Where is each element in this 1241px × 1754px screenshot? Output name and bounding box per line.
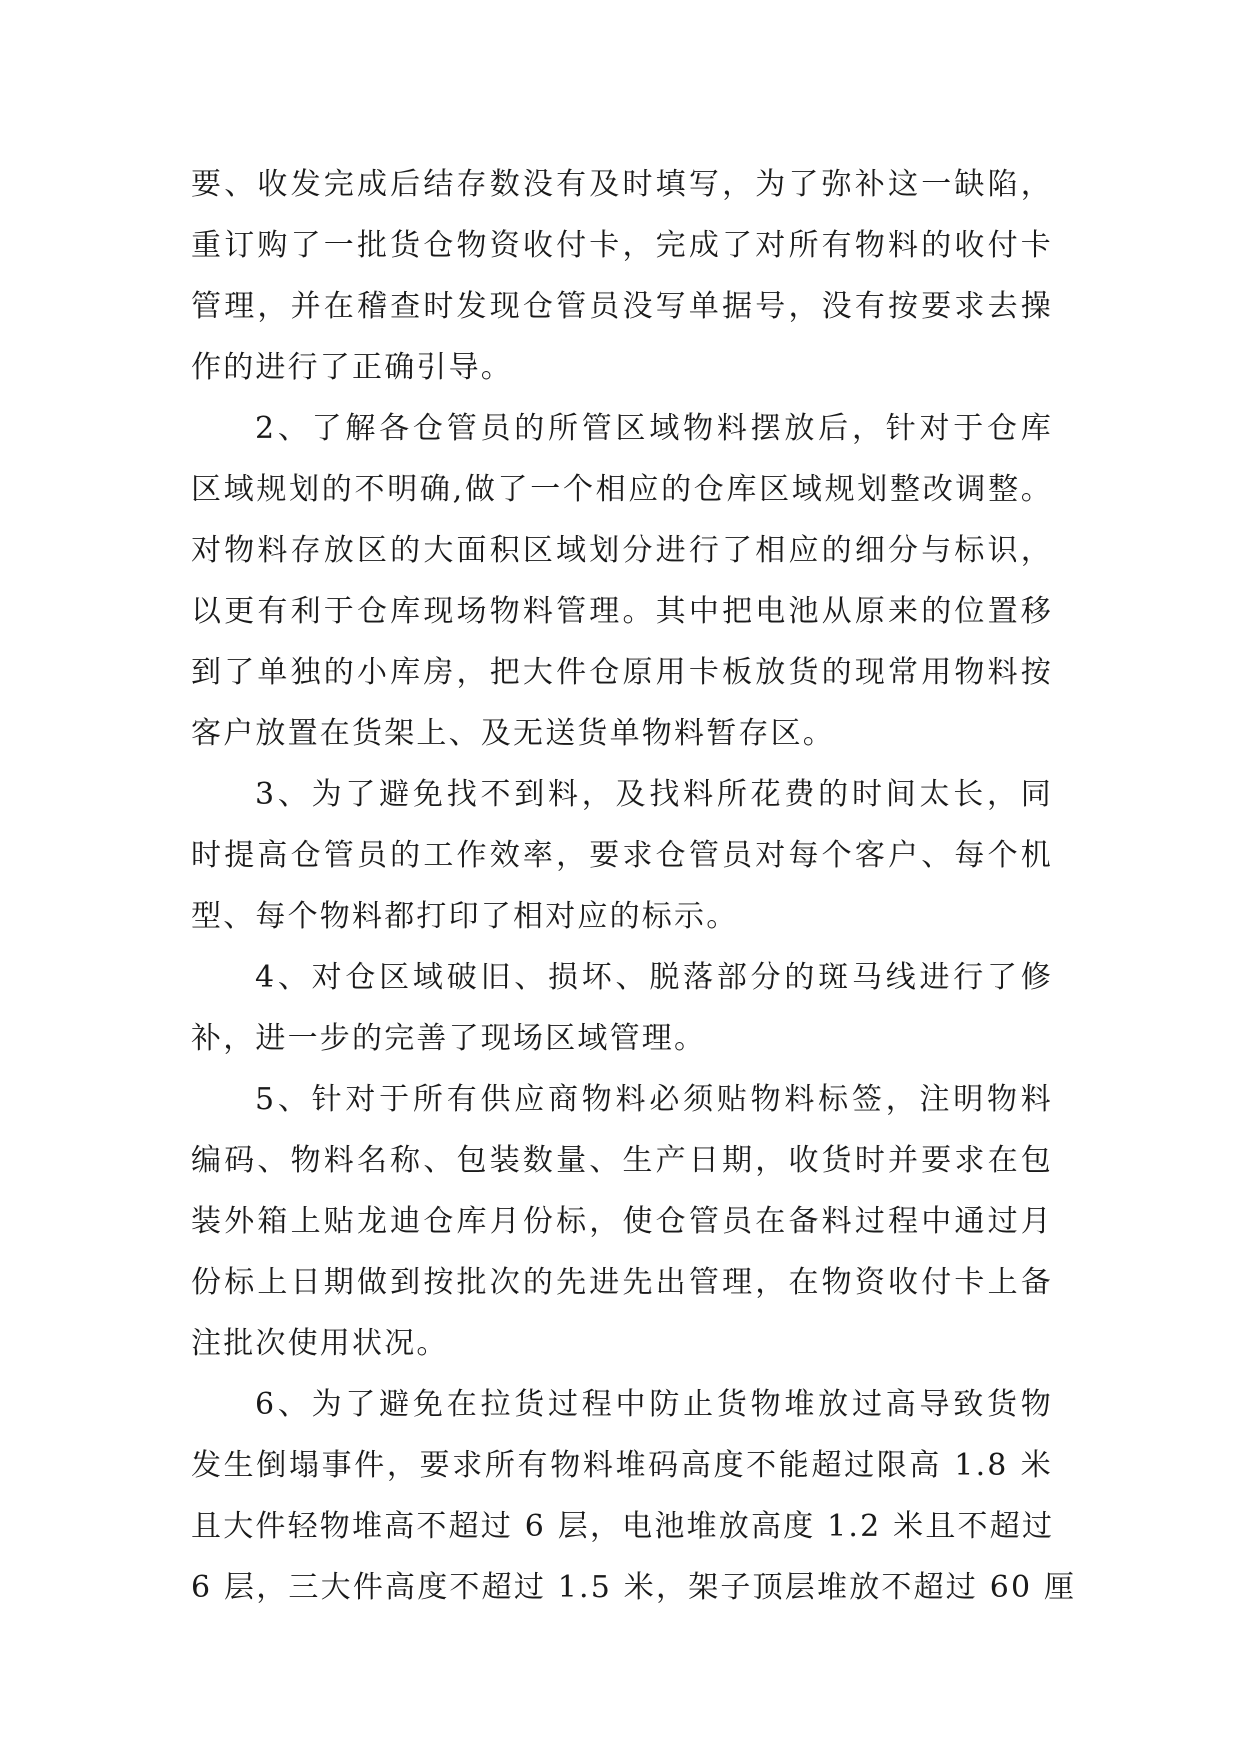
text-line: 对物料存放区的大面积区域划分进行了相应的细分与标识，: [191, 533, 1053, 568]
text-line: 编码、物料名称、包装数量、生产日期，收货时并要求在包: [191, 1143, 1053, 1178]
text-line: 补，进一步的完善了现场区域管理。: [191, 1021, 707, 1056]
text-line: 要、收发完成后结存数没有及时填写，为了弥补这一缺陷，: [191, 167, 1053, 202]
text-line: 管理，并在稽查时发现仓管员没写单据号，没有按要求去操: [191, 289, 1053, 324]
text-line: 重订购了一批货仓物资收付卡，完成了对所有物料的收付卡: [191, 228, 1053, 263]
text-line: 以更有利于仓库现场物料管理。其中把电池从原来的位置移: [191, 594, 1053, 629]
body-text: [191, 154, 1077, 1618]
text-line: 发生倒塌事件，要求所有物料堆码高度不能超过限高 1.8 米: [191, 1448, 1053, 1483]
text-line: 3、为了避免找不到料，及找料所花费的时间太长，同: [255, 777, 1053, 812]
text-line: 到了单独的小库房，把大件仓原用卡板放货的现常用物料按: [191, 655, 1053, 690]
text-line: 区域规划的不明确,做了一个相应的仓库区域规划整改调整。: [191, 472, 1053, 507]
text-line: 4、对仓区域破旧、损坏、脱落部分的斑马线进行了修: [255, 960, 1053, 995]
text-line: 份标上日期做到按批次的先进先出管理，在物资收付卡上备: [191, 1265, 1053, 1300]
text-line: 6 层，三大件高度不超过 1.5 米，架子顶层堆放不超过 60 厘: [191, 1570, 1077, 1605]
text-line: 时提高仓管员的工作效率，要求仓管员对每个客户、每个机: [191, 838, 1053, 873]
text-line: 注批次使用状况。: [191, 1326, 449, 1361]
text-line: 客户放置在货架上、及无送货单物料暂存区。: [191, 716, 835, 751]
text-line: 5、针对于所有供应商物料必须贴物料标签，注明物料: [255, 1082, 1053, 1117]
text-line: 装外箱上贴龙迪仓库月份标，使仓管员在备料过程中通过月: [191, 1204, 1053, 1239]
text-line: 型、每个物料都打印了相对应的标示。: [191, 899, 739, 934]
text-line: 作的进行了正确引导。: [191, 350, 513, 385]
text-line: 且大件轻物堆高不超过 6 层，电池堆放高度 1.2 米且不超过: [191, 1509, 1055, 1544]
text-line: 6、为了避免在拉货过程中防止货物堆放过高导致货物: [255, 1387, 1053, 1422]
text-line: 2、了解各仓管员的所管区域物料摆放后，针对于仓库: [255, 411, 1053, 446]
